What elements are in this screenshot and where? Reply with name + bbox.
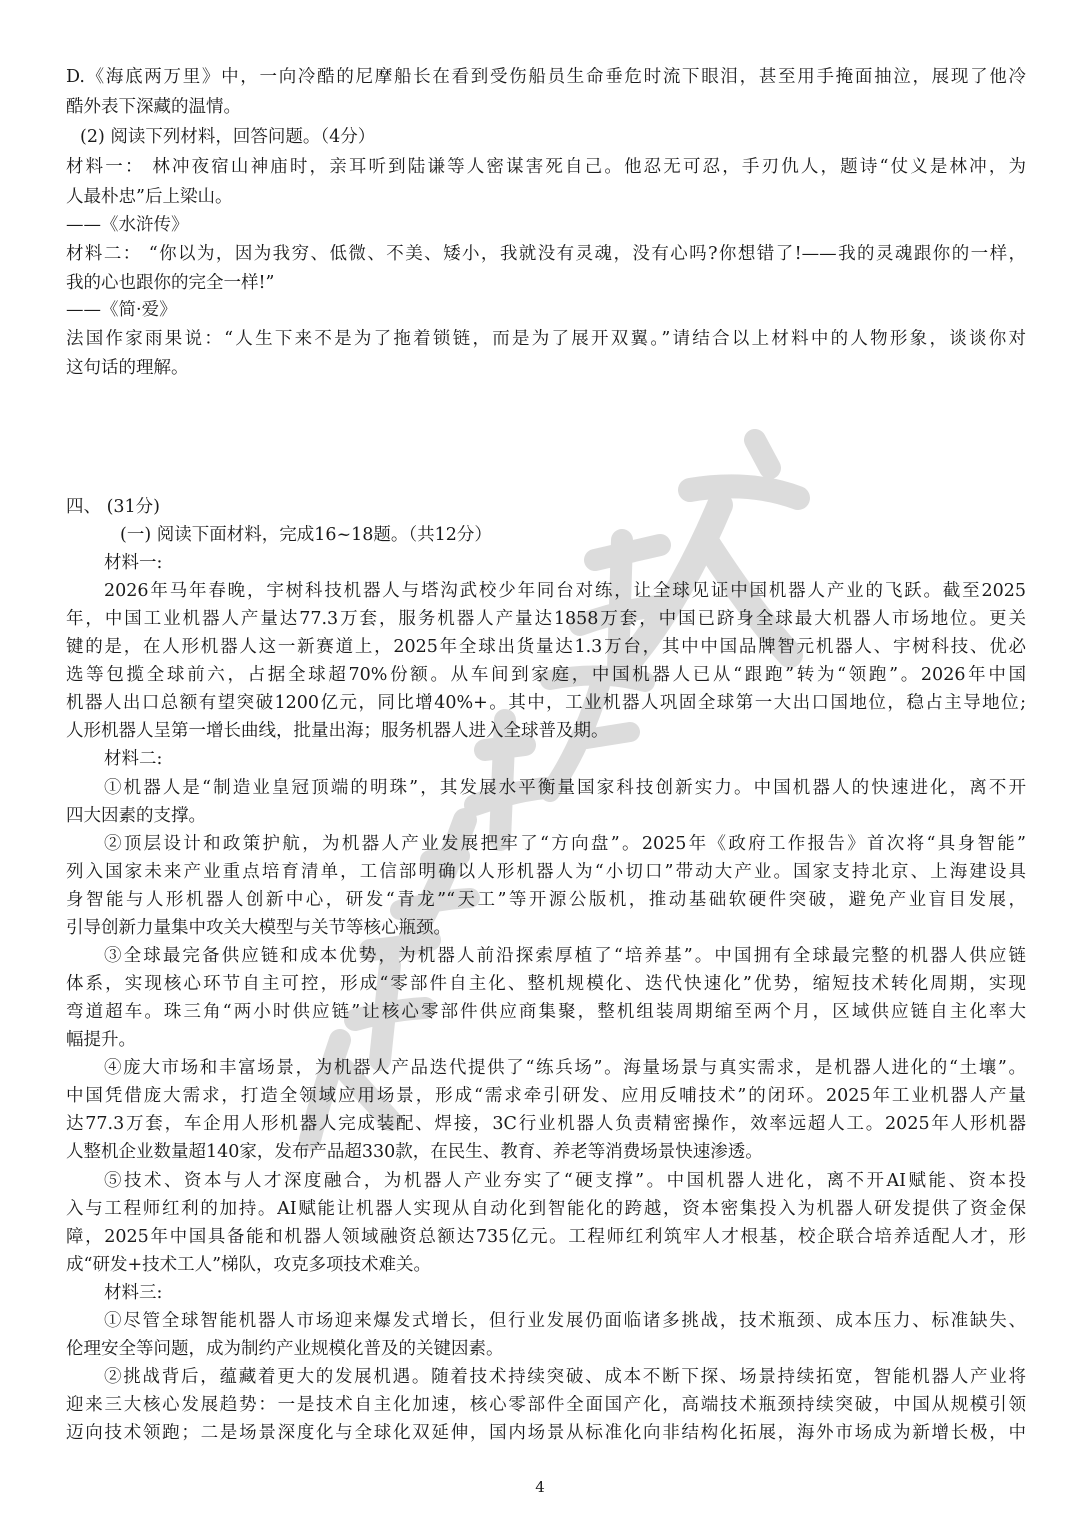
material-2-text: 材料二： “你以为，因为我穷、低微、不美、矮小，我就没有灵魂，没有心吗?你想错了!——我的灵魂跟你的一样，	[66, 244, 1026, 264]
material-2-text-cont: 我的心也跟你的完全一样!”	[66, 273, 275, 293]
reading-task-heading: (一) 阅读下面材料，完成16~18题。（共12分）	[120, 525, 492, 545]
paragraph-line: 幅提升。	[66, 1030, 136, 1050]
material-1-text: 材料一： 林冲夜宿山神庙时，亲耳听到陆谦等人密谋害死自己。他忍无可忍，手刃仇人，题诗“仗义是林冲，为	[66, 157, 1026, 177]
sub-question-2-heading: (2) 阅读下列材料，回答问题。（4分）	[80, 127, 376, 147]
paragraph-line: 弯道超车。珠三角“两小时供应链”让核心零部件供应商集聚，整机组装周期缩至两个月，区域供应链自主化率大	[66, 1002, 1026, 1022]
paragraph-line: 年，中国工业机器人产量达77.3万套，服务机器人产量达1858万套，中国已跻身全球最大机器人市场地位。更关	[66, 609, 1026, 629]
question-option-d: D.《海底两万里》中，一向冷酷的尼摩船长在看到受伤船员生命垂危时流下眼泪，甚至用手掩面抽泣，展现了他冷	[66, 67, 1026, 87]
material-two-label: 材料二:	[104, 749, 163, 769]
paragraph-line: ⑤技术、资本与人才深度融合，为机器人产业夯实了“硬支撑”。中国机器人进化，离不开AI赋能、资本投	[104, 1171, 1026, 1191]
paragraph-line: 选等包揽全球前六，占据全球超70%份额。从车间到家庭，中国机器人已从“跟跑”转为“领跑”。2026年中国	[66, 665, 1026, 685]
material-one-label: 材料一:	[104, 553, 163, 573]
paragraph-line: 达77.3万套，车企用人形机器人完成装配、焊接，3C行业机器人负责精密操作，效率远超人工。2025年人形机器	[66, 1114, 1026, 1134]
paragraph-line: 2026年马年春晚，宇树科技机器人与塔沟武校少年同台对练，让全球见证中国机器人产业的飞跃。截至2025	[104, 581, 1026, 601]
page-number: 4	[535, 1478, 545, 1496]
paragraph-line: 四大因素的支撑。	[66, 806, 206, 826]
paragraph-line: 键的是，在人形机器人这一新赛道上，2025年全球出货量达1.3万台，其中中国品牌智元机器人、宇树科技、优必	[66, 637, 1026, 657]
paragraph-line: ①机器人是“制造业皇冠顶端的明珠”，其发展水平衡量国家科技创新实力。中国机器人的快速进化，离不开	[104, 778, 1026, 798]
paragraph-line: 中国凭借庞大需求，打造全领域应用场景，形成“需求牵引研发、应用反哺技术”的闭环。2025年工业机器人产量	[66, 1086, 1026, 1106]
paragraph-line: 引导创新力量集中攻关大模型与关节等核心瓶颈。	[66, 918, 451, 938]
hugo-question-cont: 这句话的理解。	[66, 358, 189, 378]
paragraph-line: ③全球最完备供应链和成本优势，为机器人前沿探索厚植了“培养基”。中国拥有全球最完整的机器人供应链	[104, 946, 1026, 966]
material-2-source: ——《简·爱》	[66, 300, 177, 320]
paragraph-line: 入与工程师红利的加持。AI赋能让机器人实现从自动化到智能化的跨越，资本密集投入为机器人研发提供了资金保	[66, 1199, 1026, 1219]
section-four-heading: 四、 (31分)	[66, 497, 160, 517]
paragraph-line: ②顶层设计和政策护航，为机器人产业发展把牢了“方向盘”。2025年《政府工作报告》首次将“具身智能”	[104, 834, 1026, 854]
paragraph-line: ④庞大市场和丰富场景，为机器人产品迭代提供了“练兵场”。海量场景与真实需求，是机器人进化的“土壤”。	[104, 1058, 1026, 1078]
paragraph-line: 人整机企业数量超140家，发布产品超330款，在民生、教育、养老等消费场景快速渗透。	[66, 1142, 763, 1162]
paragraph-line: 伦理安全等问题，成为制约产业规模化普及的关键因素。	[66, 1339, 504, 1359]
paragraph-line: 迎来三大核心发展趋势：一是技术自主化加速，核心零部件全面国产化，高端技术瓶颈持续突破，中国从规模引领	[66, 1395, 1026, 1415]
paragraph-line: 成“研发+技术工人”梯队，攻克多项技术难关。	[66, 1255, 432, 1275]
question-option-d-cont: 酷外表下深藏的温情。	[66, 97, 241, 117]
paragraph-line: ①尽管全球智能机器人市场迎来爆发式增长，但行业发展仍面临诸多挑战，技术瓶颈、成本压力、标准缺失、	[104, 1311, 1026, 1331]
paragraph-line: 障，2025年中国具备能和机器人领域融资总额达735亿元。工程师红利筑牢人才根基，校企联合培养适配人才，形	[66, 1227, 1026, 1247]
paragraph-line: 机器人出口总额有望突破1200亿元，同比增40%+。其中，工业机器人巩固全球第一大出口国地位，稳占主导地位;	[66, 693, 1026, 713]
paragraph-line: 迈向技术领跑；二是场景深度化与全球化双延伸，国内场景从标准化向非结构化拓展，海外市场成为新增长极，中	[66, 1423, 1026, 1443]
paragraph-line: 人形机器人呈第一增长曲线，批量出海；服务机器人进入全球普及期。	[66, 721, 609, 741]
paragraph-line: ②挑战背后，蕴藏着更大的发展机遇。随着技术持续突破、成本不断下探、场景持续拓宽，智能机器人产业将	[104, 1367, 1026, 1387]
hugo-question: 法国作家雨果说：“人生下来不是为了拖着锁链，而是为了展开双翼。”请结合以上材料中的人物形象，谈谈你对	[66, 329, 1026, 349]
material-1-text-cont: 人最朴忠”后上梁山。	[66, 187, 233, 207]
paragraph-line: 体系，实现核心环节自主可控，形成“零部件自主化、整机规模化、迭代快速化”优势，缩短技术转化周期，实现	[66, 974, 1026, 994]
paragraph-line: 列入国家未来产业重点培育清单，工信部明确以人形机器人为“小切口”带动大产业。国家支持北京、上海建设具	[66, 862, 1026, 882]
paragraph-line: 身智能与人形机器人创新中心，研发“青龙”“天工”等开源公版机，推动基础软硬件突破，避免产业盲目发展，	[66, 890, 1026, 910]
material-three-label: 材料三:	[104, 1283, 163, 1303]
material-1-source: ——《水浒传》	[66, 215, 189, 235]
